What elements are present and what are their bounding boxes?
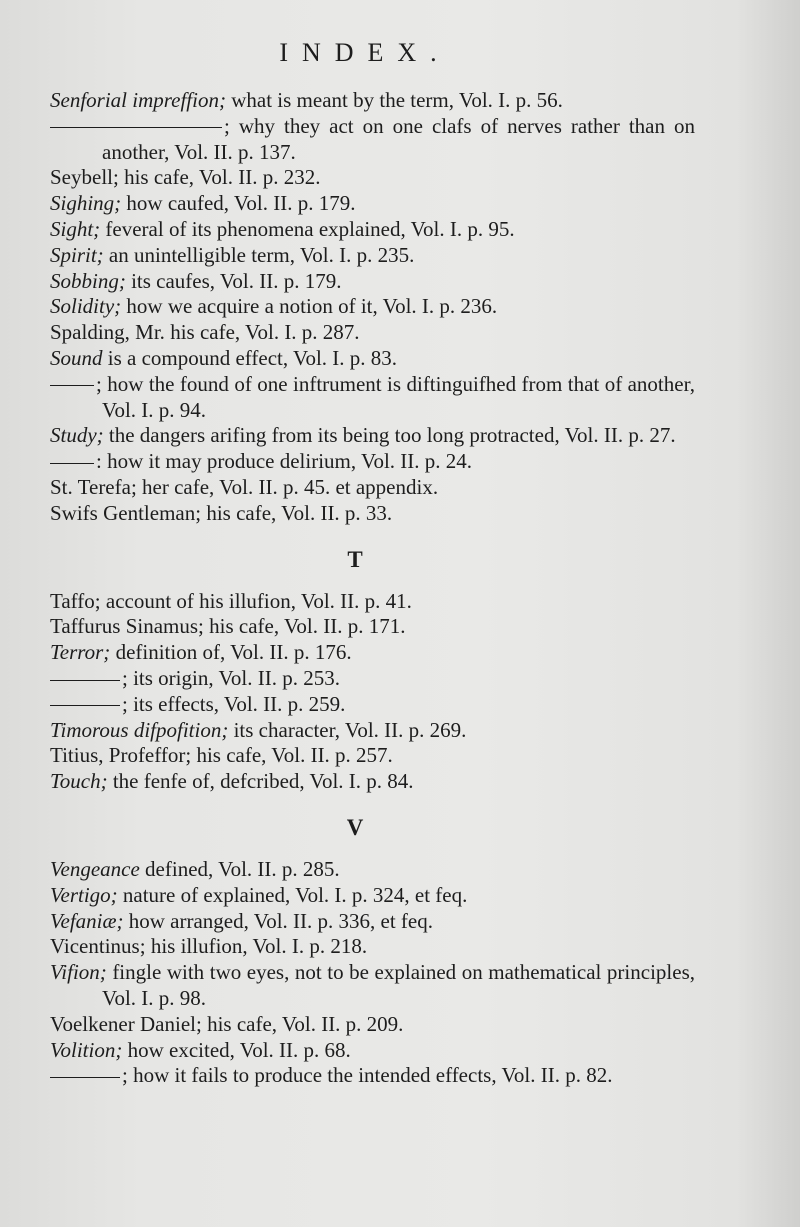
ditto-dash (50, 680, 120, 681)
index-term: Titius, Profeffor (50, 743, 186, 768)
index-term: Vengeance (50, 856, 140, 881)
index-entry (50, 718, 695, 744)
index-reference: : how it may produce delirium, Vol. II. p. 24. (96, 449, 473, 474)
index-entry (50, 934, 695, 960)
index-term: Vifion; (50, 960, 107, 985)
index-reference: feveral of its phenomena explained, Vol. I. p. 95. (100, 216, 515, 241)
index-entry (50, 769, 695, 795)
index-entry (50, 114, 695, 166)
index-entry (50, 666, 695, 692)
index-term: Sobbing; (50, 268, 126, 293)
index-entry (50, 883, 695, 909)
index-term: Vertigo; (50, 882, 118, 907)
index-content (50, 88, 695, 1089)
index-term: Volition; (50, 1037, 123, 1062)
index-term: Terror; (50, 640, 111, 665)
section-letter: V (346, 814, 364, 840)
ditto-dash (50, 127, 222, 128)
index-entry (50, 423, 695, 449)
index-reference: ; his cafe, Vol. II. p. 33. (195, 500, 393, 525)
index-term: Senforial impreffion; (50, 88, 226, 112)
index-term: Spirit; (50, 242, 104, 267)
index-reference: ; his illufion, Vol. I. p. 218. (139, 934, 368, 959)
index-reference: how excited, Vol. II. p. 68. (122, 1037, 351, 1062)
index-entry (50, 960, 695, 1012)
index-reference: his cafe, Vol. I. p. 287. (164, 320, 360, 345)
index-term: Sight; (50, 216, 101, 241)
index-term: Solidity; (50, 294, 122, 319)
index-reference: ; her cafe, Vol. II. p. 45. et appendix. (130, 474, 439, 499)
index-reference: is a compound effect, Vol. I. p. 83. (102, 345, 398, 370)
index-term: Timorous difpofition; (50, 717, 229, 742)
index-reference: ; account of his illufion, Vol. II. p. 41. (94, 588, 412, 613)
index-term: Taffo (50, 588, 95, 613)
index-term: Taffurus Sinamus (50, 614, 199, 639)
ditto-dash (50, 385, 94, 386)
index-entry (50, 857, 695, 883)
index-term: Vicentinus (50, 934, 140, 959)
index-reference: its character, Vol. II. p. 269. (228, 717, 467, 742)
index-entry (50, 1063, 695, 1089)
index-reference: ; how the found of one inftrument is diftinguifhed from that of another, Vol. I. p. 94. (96, 371, 695, 422)
index-term: Touch; (50, 769, 108, 794)
index-reference: the fenfe of, defcribed, Vol. I. p. 84. (107, 769, 414, 794)
index-entry (50, 294, 695, 320)
index-reference: the dangers arifing from its being too long protracted, Vol. II. p. 27. (103, 423, 676, 448)
index-term: Seybell (50, 165, 113, 190)
index-entry (50, 449, 695, 475)
index-entry (50, 909, 695, 935)
index-reference: how caufed, Vol. II. p. 179. (121, 191, 356, 216)
index-entry (50, 191, 695, 217)
index-entry (50, 475, 695, 501)
page-title: INDEX. (279, 38, 451, 67)
index-entry (50, 692, 695, 718)
index-reference: definition of, Vol. II. p. 176. (110, 640, 352, 665)
ditto-dash (50, 705, 120, 706)
index-reference: fingle with two eyes, not to be explained on mathematical principles, Vol. I. p. 98. (102, 960, 695, 1010)
index-entry (50, 165, 695, 191)
index-reference: ; why they act on one clafs of nerves rather than on another, Vol. II. p. 137. (102, 113, 695, 164)
index-entry (50, 1012, 695, 1038)
index-reference: ; its origin, Vol. II. p. 253. (122, 665, 340, 690)
index-reference: ; his cafe, Vol. II. p. 171. (198, 614, 406, 639)
index-reference: nature of explained, Vol. I. p. 324, et feq. (117, 882, 468, 907)
index-entry (50, 501, 695, 527)
index-entry (50, 743, 695, 769)
index-reference: how arranged, Vol. II. p. 336, et feq. (123, 908, 433, 933)
index-term: Vefaniæ; (50, 908, 124, 933)
index-reference: ; his cafe, Vol. II. p. 232. (113, 165, 321, 190)
index-entry (50, 346, 695, 372)
index-entry (50, 640, 695, 666)
index-entry (50, 320, 695, 346)
index-reference: ; its effects, Vol. II. p. 259. (122, 691, 346, 716)
index-reference: what is meant by the term, Vol. I. p. 56. (225, 88, 563, 112)
index-entry (50, 372, 695, 424)
index-term: Spalding, Mr. (50, 320, 165, 345)
index-term: Sighing; (50, 191, 122, 216)
index-reference: ; how it fails to produce the intended effects, Vol. II. p. 82. (122, 1063, 613, 1088)
index-reference: ; his cafe, Vol. II. p. 257. (185, 743, 393, 768)
index-term: Sound (50, 345, 103, 370)
index-term: Voelkener Daniel (50, 1011, 196, 1036)
index-reference: an unintelligible term, Vol. I. p. 235. (103, 242, 415, 267)
index-entry (50, 269, 695, 295)
index-entry (50, 1038, 695, 1064)
index-entry (50, 614, 695, 640)
index-term: Study; (50, 423, 104, 448)
index-reference: ; his cafe, Vol. II. p. 209. (195, 1011, 404, 1036)
index-entry (50, 589, 695, 615)
index-reference: defined, Vol. II. p. 285. (139, 856, 340, 881)
index-entry (50, 217, 695, 243)
section-letter: T (347, 546, 363, 572)
index-entry (50, 243, 695, 269)
index-entry (50, 88, 695, 114)
index-reference: how we acquire a notion of it, Vol. I. p. 236. (121, 294, 498, 319)
index-reference: its caufes, Vol. II. p. 179. (125, 268, 342, 293)
ditto-dash (50, 1077, 120, 1078)
index-term: Swifs Gentleman (50, 500, 196, 525)
ditto-dash (50, 463, 94, 464)
index-term: St. Terefa (50, 474, 131, 499)
